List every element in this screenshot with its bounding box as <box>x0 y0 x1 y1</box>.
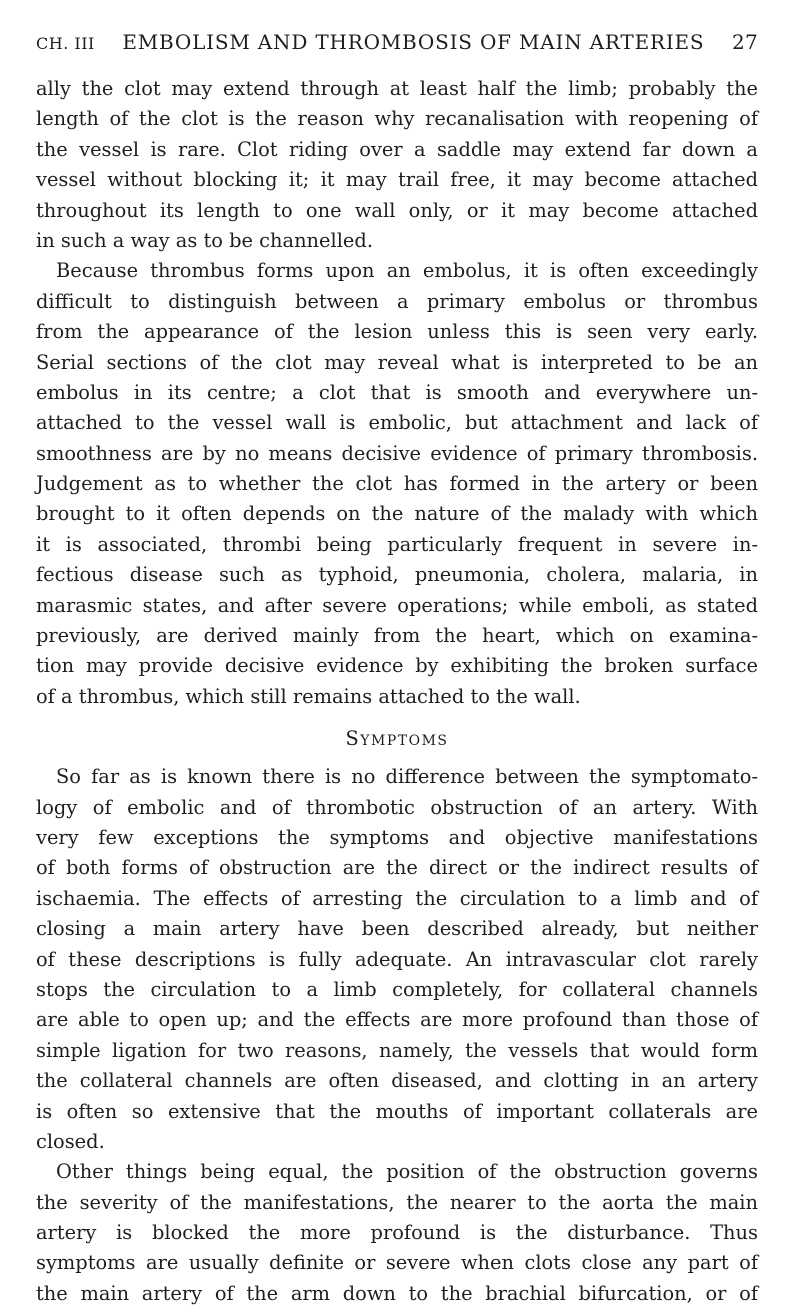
text-line: Other things being equal, the position of the obstruction governs <box>56 1160 758 1184</box>
page-number: 27 <box>731 30 758 54</box>
text-line: stops the circulation to a limb completely, for collateral channels <box>36 977 758 1001</box>
section-heading: Symptoms <box>345 727 449 751</box>
paragraphs-before <box>36 74 758 712</box>
text-line: artery is blocked the more profound is the disturbance. Thus <box>36 1221 758 1245</box>
text-line: it is associated, thrombi being particularly frequent in severe in- <box>36 532 758 556</box>
paragraph <box>36 762 758 1157</box>
paragraph <box>36 74 758 256</box>
text-line: vessel without blocking it; it may trail free, it may become attached <box>36 168 758 192</box>
text-line: Judgement as to whether the clot has formed in the artery or been <box>36 472 758 496</box>
text-line: of a thrombus, which still remains attached to the wall. <box>36 684 581 708</box>
text-line: fectious disease such as typhoid, pneumonia, cholera, malaria, in <box>36 563 758 587</box>
text-line: Serial sections of the clot may reveal what is interpreted to be an <box>36 350 758 374</box>
text-line: tion may provide decisive evidence by exhibiting the broken surface <box>36 654 758 678</box>
text-line: the main artery of the arm down to the brachial bifurcation, or of <box>36 1281 758 1305</box>
text-line: the collateral channels are often diseased, and clotting in an artery <box>36 1069 758 1093</box>
text-line: from the appearance of the lesion unless this is seen very early. <box>36 320 758 344</box>
paragraph <box>36 256 758 712</box>
text-line: are able to open up; and the effects are more profound than those of <box>36 1008 758 1032</box>
text-line: throughout its length to one wall only, or it may become attached <box>36 198 758 222</box>
text-line: previously, are derived mainly from the heart, which on examina- <box>36 624 758 648</box>
text-line: is often so extensive that the mouths of important collaterals are <box>36 1099 758 1123</box>
text-line: the vessel is rare. Clot riding over a saddle may extend far down a <box>36 137 758 161</box>
text-line: embolus in its centre; a clot that is smooth and everywhere un- <box>36 380 758 404</box>
text-line: of both forms of obstruction are the direct or the indirect results of <box>36 856 758 880</box>
text-line: logy of embolic and of thrombotic obstruction of an artery. With <box>36 795 758 819</box>
text-line: length of the clot is the reason why recanalisation with reopening of <box>36 107 758 131</box>
text-line: attached to the vessel wall is embolic, but attachment and lack of <box>36 411 758 435</box>
text-line: closed. <box>36 1129 105 1153</box>
text-line: in such a way as to be channelled. <box>36 228 373 252</box>
text-line: simple ligation for two reasons, namely, the vessels that would form <box>36 1038 758 1062</box>
text-line: ally the clot may extend through at least half the limb; probably the <box>36 77 758 100</box>
body-text <box>36 74 758 1309</box>
text-line: of these descriptions is fully adequate. An intravascular clot rarely <box>36 947 758 971</box>
running-head <box>36 30 758 66</box>
text-line: the severity of the manifestations, the nearer to the aorta the main <box>36 1190 758 1214</box>
paragraph <box>36 1157 758 1309</box>
paragraphs-after <box>36 762 758 1309</box>
text-line: Because thrombus forms upon an embolus, it is often exceedingly <box>56 259 758 283</box>
text-line: smoothness are by no means decisive evidence of primary thrombosis. <box>36 441 758 465</box>
text-line: symptoms are usually definite or severe when clots close any part of <box>36 1251 758 1275</box>
running-title: EMBOLISM AND THROMBOSIS OF MAIN ARTERIES <box>122 30 705 54</box>
text-line: So far as is known there is no difference between the symptomato- <box>56 765 758 789</box>
text-line: difficult to distinguish between a primary embolus or thrombus <box>36 289 758 313</box>
book-page <box>36 30 758 1309</box>
text-line: closing a main artery have been described already, but neither <box>36 917 758 941</box>
text-line: ischaemia. The effects of arresting the circulation to a limb and of <box>36 886 758 910</box>
text-line: very few exceptions the symptoms and objective manifestations <box>36 825 758 849</box>
chapter-label: CH. III <box>36 34 95 53</box>
text-line: marasmic states, and after severe operations; while emboli, as stated <box>36 593 758 617</box>
text-line: brought to it often depends on the nature of the malady with which <box>36 502 758 526</box>
